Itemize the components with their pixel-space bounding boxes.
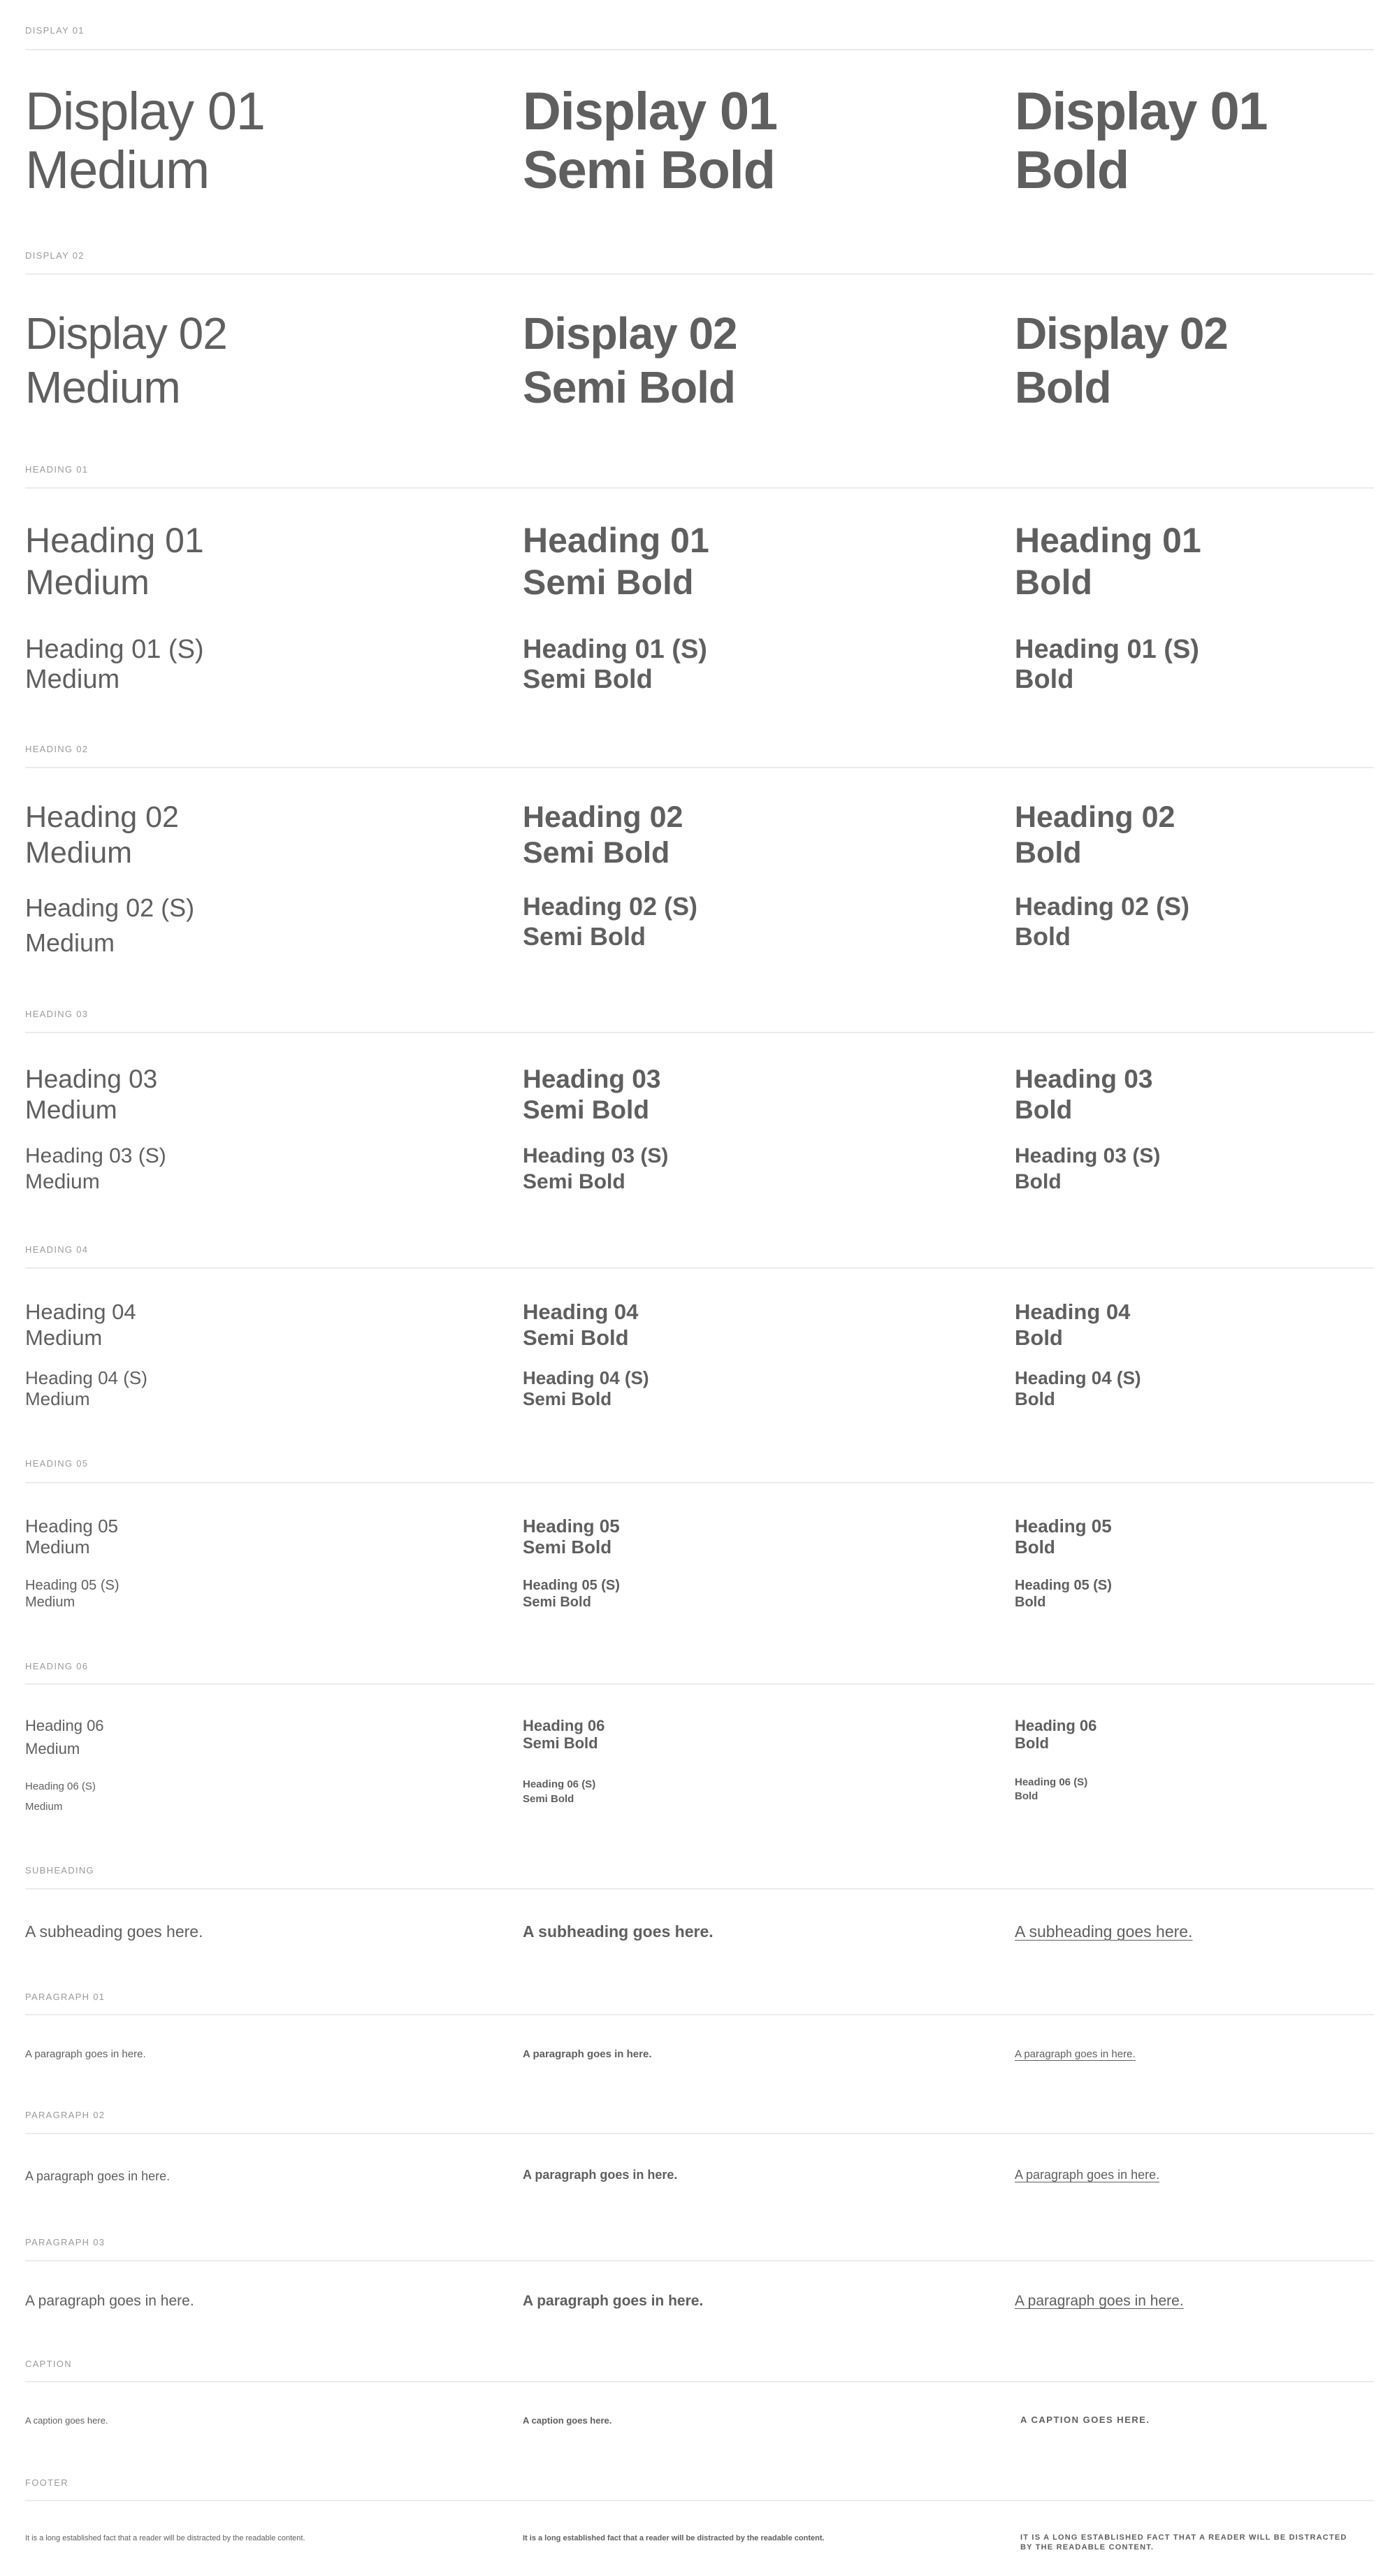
paragraph-02-underline: A paragraph goes in here. bbox=[1015, 2168, 1160, 2182]
display-02-bold-line2: Bold bbox=[1015, 362, 1111, 412]
heading-04-medium-line1: Heading 04 bbox=[25, 1300, 136, 1324]
heading-02-bold-line1: Heading 02 bbox=[1015, 800, 1175, 834]
heading-01-s-bold-line1: Heading 01 (S) bbox=[1015, 635, 1199, 664]
heading-04-bold-line2: Bold bbox=[1015, 1325, 1063, 1350]
heading-05-bold-line2: Bold bbox=[1015, 1537, 1055, 1557]
subheading-underline: A subheading goes here. bbox=[1015, 1922, 1193, 1941]
heading-03-s-medium-line2: Medium bbox=[25, 1170, 100, 1193]
heading-06-medium-line1: Heading 06 bbox=[25, 1717, 104, 1734]
heading-04-semibold-line1: Heading 04 bbox=[523, 1300, 639, 1324]
paragraph-02-semibold: A paragraph goes in here. bbox=[523, 2168, 678, 2182]
paragraph-01-regular: A paragraph goes in here. bbox=[25, 2048, 146, 2060]
display-01-bold-line1: Display 01 bbox=[1015, 82, 1267, 141]
heading-04-s-medium-line2: Medium bbox=[25, 1388, 90, 1409]
display-01-semibold-line2: Semi Bold bbox=[523, 141, 775, 200]
heading-02-medium-line1: Heading 02 bbox=[25, 800, 179, 834]
display-01-semibold-line1: Display 01 bbox=[523, 82, 777, 141]
section-divider bbox=[25, 767, 1374, 768]
footer-semibold: It is a long established fact that a reader will be distracted by the readable content. bbox=[523, 2534, 825, 2542]
heading-02-s-bold-line2: Bold bbox=[1015, 922, 1071, 951]
section-divider bbox=[25, 273, 1374, 275]
heading-04-s-medium-line1: Heading 04 (S) bbox=[25, 1367, 147, 1388]
footer-regular: It is a long established fact that a reader will be distracted by the readable content. bbox=[25, 2534, 305, 2542]
heading-03-s-medium-line1: Heading 03 (S) bbox=[25, 1144, 166, 1167]
section-divider bbox=[25, 2260, 1374, 2261]
heading-02-bold-line2: Bold bbox=[1015, 836, 1082, 870]
display-02-semibold-line1: Display 02 bbox=[523, 308, 737, 359]
heading-06-s-semibold-line1: Heading 06 (S) bbox=[523, 1778, 596, 1790]
display-02-semibold-line2: Semi Bold bbox=[523, 362, 735, 412]
heading-06-s-medium-line1: Heading 06 (S) bbox=[25, 1780, 96, 1792]
heading-03-s-bold-line1: Heading 03 (S) bbox=[1015, 1144, 1161, 1167]
heading-06-medium-line2: Medium bbox=[25, 1740, 80, 1757]
section-label: HEADING 05 bbox=[25, 1458, 89, 1469]
heading-05-s-semibold-line1: Heading 05 (S) bbox=[523, 1578, 620, 1593]
heading-02-medium-line2: Medium bbox=[25, 836, 132, 870]
heading-06-semibold-line1: Heading 06 bbox=[523, 1717, 605, 1734]
heading-05-s-medium-line2: Medium bbox=[25, 1595, 75, 1610]
heading-05-s-bold-line1: Heading 05 (S) bbox=[1015, 1578, 1112, 1593]
heading-05-s-bold-line2: Bold bbox=[1015, 1595, 1046, 1610]
display-01-medium-line2: Medium bbox=[25, 141, 210, 200]
display-01-bold-line2: Bold bbox=[1015, 141, 1129, 200]
heading-03-s-semibold-line1: Heading 03 (S) bbox=[523, 1144, 669, 1167]
heading-01-s-bold-line2: Bold bbox=[1015, 665, 1074, 694]
heading-04-semibold-line2: Semi Bold bbox=[523, 1325, 629, 1350]
heading-01-semibold-line1: Heading 01 bbox=[523, 521, 709, 560]
caption-regular: A caption goes here. bbox=[25, 2415, 108, 2426]
heading-05-semibold-line1: Heading 05 bbox=[523, 1516, 620, 1537]
section-label: PARAGRAPH 01 bbox=[25, 1992, 106, 2002]
heading-01-bold-line1: Heading 01 bbox=[1015, 521, 1201, 560]
footer-uppercase-line1: IT IS A LONG ESTABLISHED FACT THAT A READER WILL BE DISTRACTED bbox=[1020, 2533, 1347, 2542]
heading-06-bold-line2: Bold bbox=[1015, 1734, 1049, 1752]
heading-06-s-medium-line2: Medium bbox=[25, 1801, 63, 1813]
section-divider bbox=[25, 1888, 1374, 1890]
section-divider bbox=[25, 2133, 1374, 2134]
display-02-bold-line1: Display 02 bbox=[1015, 308, 1228, 359]
heading-05-bold-line1: Heading 05 bbox=[1015, 1516, 1112, 1537]
paragraph-03-underline: A paragraph goes in here. bbox=[1015, 2293, 1184, 2309]
section-divider bbox=[25, 1267, 1374, 1269]
section-label: PARAGRAPH 02 bbox=[25, 2110, 106, 2120]
display-02-medium-line1: Display 02 bbox=[25, 308, 227, 359]
heading-05-s-medium-line1: Heading 05 (S) bbox=[25, 1578, 120, 1593]
section-label: DISPLAY 02 bbox=[25, 250, 85, 261]
section-label: HEADING 06 bbox=[25, 1661, 89, 1671]
section-label: HEADING 02 bbox=[25, 744, 89, 754]
heading-04-medium-line2: Medium bbox=[25, 1325, 103, 1350]
heading-01-s-semibold-line2: Semi Bold bbox=[523, 665, 653, 694]
heading-05-medium-line2: Medium bbox=[25, 1537, 90, 1557]
caption-semibold: A caption goes here. bbox=[523, 2415, 612, 2426]
heading-06-semibold-line2: Semi Bold bbox=[523, 1734, 598, 1752]
caption-uppercase: A CAPTION GOES HERE. bbox=[1020, 2415, 1150, 2425]
subheading-regular: A subheading goes here. bbox=[25, 1922, 203, 1941]
heading-02-s-bold-line1: Heading 02 (S) bbox=[1015, 892, 1190, 921]
heading-02-semibold-line1: Heading 02 bbox=[523, 800, 683, 834]
paragraph-03-regular: A paragraph goes in here. bbox=[25, 2293, 194, 2309]
heading-01-bold-line2: Bold bbox=[1015, 563, 1093, 602]
heading-01-s-semibold-line1: Heading 01 (S) bbox=[523, 635, 707, 664]
heading-06-s-bold-line1: Heading 06 (S) bbox=[1015, 1776, 1088, 1788]
section-divider bbox=[25, 49, 1374, 50]
heading-03-medium-line1: Heading 03 bbox=[25, 1065, 158, 1093]
heading-02-semibold-line2: Semi Bold bbox=[523, 836, 670, 870]
heading-03-s-bold-line2: Bold bbox=[1015, 1170, 1062, 1193]
heading-04-s-semibold-line1: Heading 04 (S) bbox=[523, 1367, 649, 1388]
heading-06-bold-line1: Heading 06 bbox=[1015, 1717, 1097, 1734]
section-divider bbox=[25, 487, 1374, 489]
heading-04-s-bold-line1: Heading 04 (S) bbox=[1015, 1367, 1141, 1388]
heading-04-s-bold-line2: Bold bbox=[1015, 1388, 1055, 1409]
heading-01-medium-line2: Medium bbox=[25, 563, 150, 602]
section-label: PARAGRAPH 03 bbox=[25, 2237, 106, 2247]
heading-02-s-semibold-line1: Heading 02 (S) bbox=[523, 892, 698, 921]
heading-01-semibold-line2: Semi Bold bbox=[523, 563, 694, 602]
heading-04-s-semibold-line2: Semi Bold bbox=[523, 1388, 612, 1409]
heading-04-bold-line1: Heading 04 bbox=[1015, 1300, 1131, 1324]
subheading-semibold: A subheading goes here. bbox=[523, 1922, 714, 1941]
heading-05-semibold-line2: Semi Bold bbox=[523, 1537, 612, 1557]
heading-01-s-medium-line1: Heading 01 (S) bbox=[25, 635, 204, 664]
heading-05-s-semibold-line2: Semi Bold bbox=[523, 1595, 591, 1610]
section-label: FOOTER bbox=[25, 2477, 68, 2488]
heading-03-semibold-line2: Semi Bold bbox=[523, 1095, 649, 1124]
section-divider bbox=[25, 2381, 1374, 2382]
section-divider bbox=[25, 1032, 1374, 1033]
section-label: SUBHEADING bbox=[25, 1865, 94, 1876]
heading-03-bold-line1: Heading 03 bbox=[1015, 1065, 1153, 1093]
heading-06-s-bold-line2: Bold bbox=[1015, 1790, 1038, 1802]
section-label: DISPLAY 01 bbox=[25, 25, 85, 36]
heading-01-medium-line1: Heading 01 bbox=[25, 521, 204, 560]
section-label: HEADING 04 bbox=[25, 1244, 89, 1255]
section-divider bbox=[25, 1482, 1374, 1483]
heading-03-semibold-line1: Heading 03 bbox=[523, 1065, 661, 1093]
heading-01-s-medium-line2: Medium bbox=[25, 665, 120, 694]
footer-uppercase-line2: BY THE READABLE CONTENT. bbox=[1020, 2543, 1154, 2552]
section-label: HEADING 01 bbox=[25, 464, 89, 475]
section-divider bbox=[25, 2500, 1374, 2501]
display-02-medium-line2: Medium bbox=[25, 362, 180, 412]
heading-02-s-semibold-line2: Semi Bold bbox=[523, 922, 646, 951]
heading-02-s-medium-line1: Heading 02 (S) bbox=[25, 893, 195, 922]
paragraph-02-regular: A paragraph goes in here. bbox=[25, 2169, 171, 2183]
heading-03-s-semibold-line2: Semi Bold bbox=[523, 1170, 625, 1193]
section-divider bbox=[25, 1683, 1374, 1685]
heading-03-medium-line2: Medium bbox=[25, 1095, 117, 1124]
heading-02-s-medium-line2: Medium bbox=[25, 928, 115, 957]
paragraph-03-semibold: A paragraph goes in here. bbox=[523, 2293, 704, 2309]
heading-05-medium-line1: Heading 05 bbox=[25, 1516, 118, 1537]
display-01-medium-line1: Display 01 bbox=[25, 82, 265, 141]
paragraph-01-semibold: A paragraph goes in here. bbox=[523, 2048, 652, 2060]
paragraph-01-underline: A paragraph goes in here. bbox=[1015, 2048, 1136, 2060]
heading-06-s-semibold-line2: Semi Bold bbox=[523, 1793, 574, 1805]
section-label: HEADING 03 bbox=[25, 1009, 89, 1019]
section-label: CAPTION bbox=[25, 2359, 72, 2369]
section-divider bbox=[25, 2014, 1374, 2015]
heading-03-bold-line2: Bold bbox=[1015, 1095, 1073, 1124]
